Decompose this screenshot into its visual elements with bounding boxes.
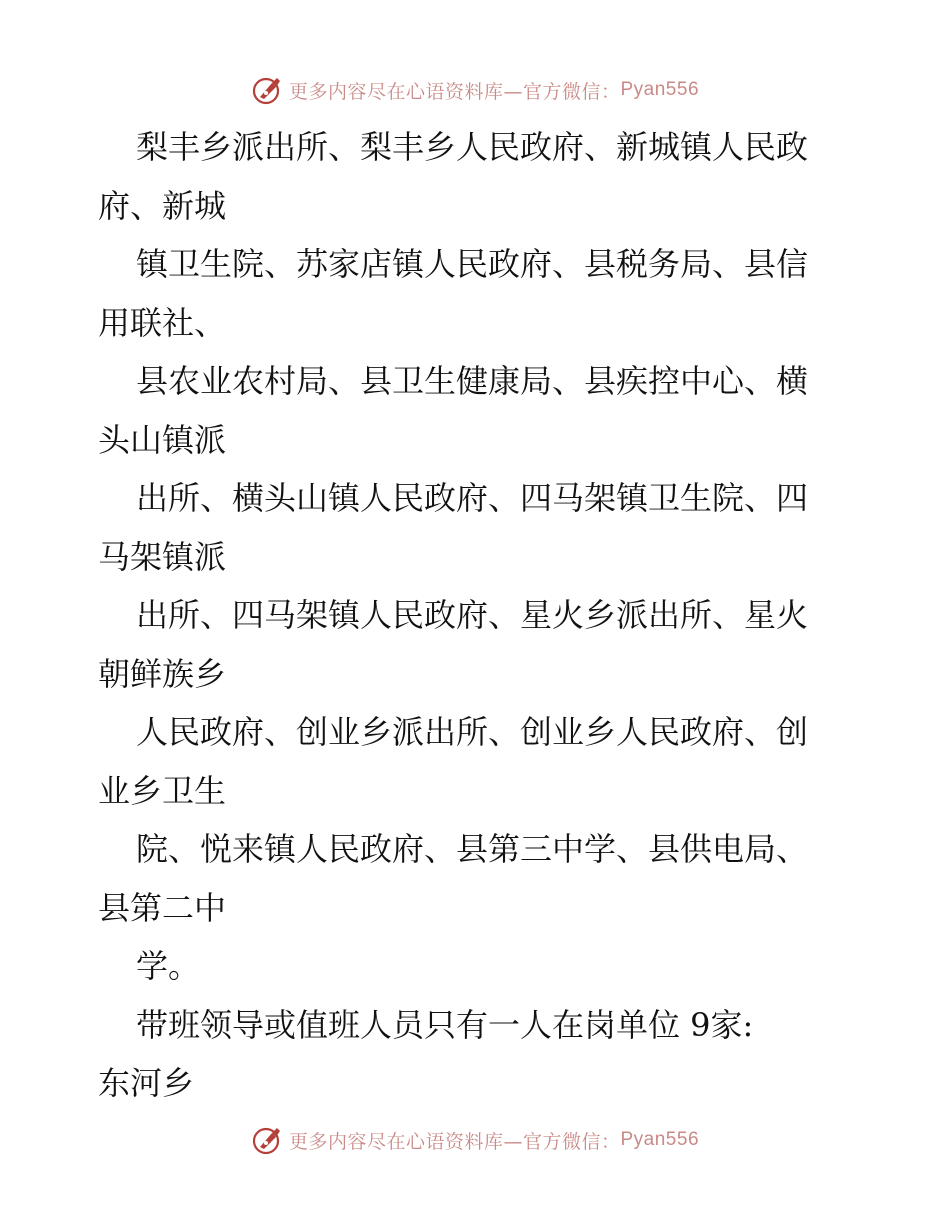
text-line: 县农业农村局、县卫生健康局、县疾控中心、横 — [136, 362, 809, 400]
footer-banner — [0, 1120, 950, 1160]
text-line: 镇卫生院、苏家店镇人民政府、县税务局、县信 — [136, 245, 809, 283]
footer-handle: Pyan556 — [620, 1129, 700, 1150]
body-text — [98, 118, 858, 1113]
text-line: 院、悦来镇人民政府、县第三中学、县供电局、 — [136, 830, 809, 868]
text-line: 业乡卫生 — [98, 771, 227, 810]
text-line: 东河乡 — [98, 1064, 195, 1102]
header-handle: Pyan556 — [620, 79, 700, 100]
text-line: 县第二中 — [98, 888, 227, 927]
text-line: 梨丰乡派出所、梨丰乡人民政府、新城镇人民政 — [136, 128, 809, 166]
text-line: 朝鲜族乡 — [98, 654, 227, 693]
header-banner — [0, 70, 950, 110]
text-line: 出所、四马架镇人民政府、星火乡派出所、星火 — [136, 596, 809, 634]
text-line: 府、新城 — [98, 186, 227, 225]
text-line: 带班领导或值班人员只有一人在岗单位 9家: — [136, 1005, 754, 1044]
pen-nib-circle-icon — [251, 1124, 283, 1156]
text-line: 用联社、 — [98, 303, 227, 342]
footer-text: 更多内容尽在心语资料库—官方微信： — [288, 1130, 621, 1153]
header-text: 更多内容尽在心语资料库—官方微信： — [288, 80, 621, 103]
pen-nib-circle-icon — [251, 74, 283, 106]
text-line: 头山镇派 — [98, 420, 227, 459]
text-line: 出所、横头山镇人民政府、四马架镇卫生院、四 — [136, 479, 809, 517]
text-line: 人民政府、创业乡派出所、创业乡人民政府、创 — [136, 713, 809, 751]
text-line: 学。 — [136, 947, 201, 985]
text-line: 马架镇派 — [98, 537, 227, 576]
